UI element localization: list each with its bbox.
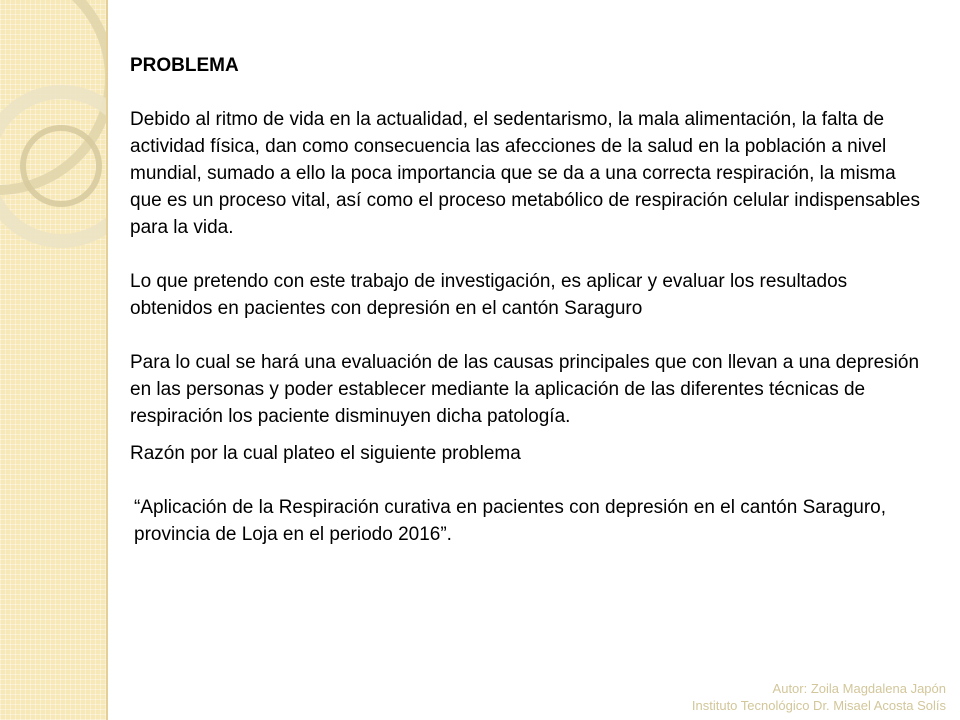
decorative-ring-large — [0, 0, 106, 195]
decorative-ring-medium — [0, 85, 106, 248]
sidebar-divider — [106, 0, 108, 720]
footer-author: Autor: Zoila Magdalena Japón — [772, 681, 946, 696]
decorative-sidebar — [0, 0, 106, 720]
footer-institution: Instituto Tecnológico Dr. Misael Acosta Solís — [691, 698, 946, 713]
paragraph-purpose: Lo que pretendo con este trabajo de investigación, es aplicar y evaluar los resultados obtenidos en pacientes con depresión en el cantón Saraguro — [130, 271, 848, 319]
problem-statement: “Aplicación de la Respiración curativa en pacientes con depresión en el cantón Saraguro, provincia de Loja en el periodo 2016”. — [134, 497, 887, 545]
paragraph-problem-intro: Razón por la cual plateo el siguiente problema — [130, 443, 521, 464]
paragraph-method: Para lo cual se hará una evaluación de las causas principales que con llevan a una depresión en las personas y poder establecer mediante la aplicación de las diferentes técnicas de respiración los paciente disminuyen dicha patología. — [130, 352, 920, 427]
slide-footer — [692, 680, 946, 714]
decorative-ring-small — [20, 125, 102, 207]
slide-content — [130, 52, 920, 575]
slide-heading: PROBLEMA — [130, 55, 239, 76]
paragraph-context: Debido al ritmo de vida en la actualidad, el sedentarismo, la mala alimentación, la falta de actividad física, dan como consecuencia las afecciones de la salud en la población a nivel mundial, sumado a ello la poca importancia que se da a una correcta respiración, la misma que es un proceso vital, así como el proceso metabólico de respiración celular indispensables para la vida. — [130, 109, 920, 238]
